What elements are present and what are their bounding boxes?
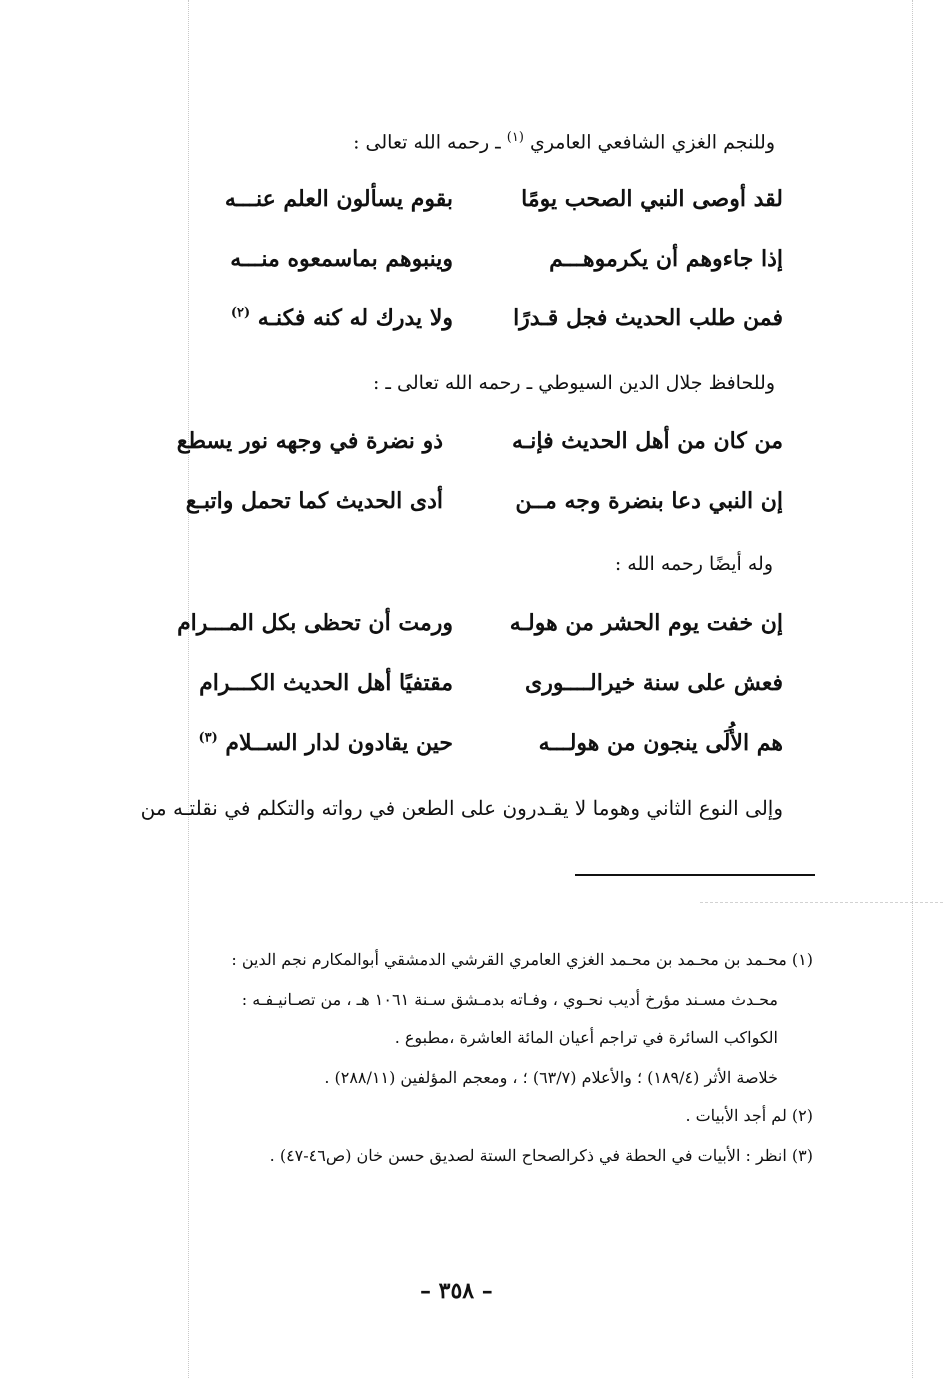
intro-text: وللنجم الغزي الشافعي العامري: [523, 131, 775, 154]
verse-second-hemistich: بقوم يسألون العلم عنـــه: [224, 186, 453, 212]
verse-first-hemistich: إن النبي دعا بنضرة وجه مــن: [515, 488, 783, 514]
footnote-line: (٣) انظر : الأبيات في الحطة في ذكرالصحاح الستة لصديق حسن خان (ص٤٦-٤٧) .: [269, 1146, 813, 1165]
verse-line: [153, 246, 783, 286]
intro-text: وله أيضًا رحمه الله :: [614, 553, 773, 575]
verse-line: [153, 305, 783, 345]
verse-second-hemistich: [231, 305, 453, 331]
footnote-line: خلاصة الأثر (١٨٩/٤) ؛ والأعلام (٦٣/٧) ؛ ، ومعجم المؤلفين (٢٨٨/١١) .: [324, 1068, 778, 1087]
intro-text: وللحافظ جلال الدين السيوطي ـ رحمه الله تعالى ـ :: [372, 372, 775, 394]
verse-second-hemistich: [198, 730, 453, 756]
footnote-line: محـدث مسـند مؤرخ أديب نحـوي ، وفـاته بدمـشق سـنة ١٠٦١ هـ ، من تصـانيـفـه :: [241, 990, 778, 1009]
scan-guide-line: [912, 0, 913, 1378]
verse-first-hemistich: إذا جاءوهم أن يكرموهـــم: [549, 246, 783, 272]
intro-line-2: [373, 372, 775, 394]
footnote-ref-3: (٣): [198, 730, 218, 746]
verse-line: [153, 186, 783, 226]
hemistich-text: حين يقادون لدار الســلام: [217, 730, 453, 756]
hemistich-text: ولا يدرك له كنه فكنـه: [250, 305, 453, 331]
intro-line-3: [615, 553, 773, 575]
verse-first-hemistich: إن خفت يوم الحشر من هولـه: [509, 610, 783, 636]
verse-first-hemistich: من كان من أهل الحديث فإنـه: [512, 428, 783, 454]
footnote-separator: [575, 874, 815, 876]
verse-line: [153, 730, 783, 770]
intro-line-1: [353, 130, 775, 153]
footnote-line: (٢) لم أجد الأبيات .: [685, 1106, 813, 1125]
verse-first-hemistich: هم الأُلَى ينجون من هولـــه: [538, 730, 783, 756]
footnote-ref-1: (١): [506, 130, 524, 145]
verse-first-hemistich: لقد أوصى النبي الصحب يومًا: [521, 186, 783, 212]
verse-line: [153, 428, 783, 468]
body-text-line: وإلى النوع الثاني وهوما لا يقـدرون على الطعن في رواته والتكلم في نقلتـه من: [140, 796, 783, 820]
verse-second-hemistich: مقتفيًا أهل الحديث الكـــرام: [199, 670, 453, 696]
verse-line: [153, 610, 783, 650]
intro-text: ـ رحمه الله تعالى :: [353, 131, 507, 154]
verse-second-hemistich: وينبوهم بماسمعوه منـــه: [230, 246, 453, 272]
verse-line: [153, 670, 783, 710]
footnote-ref-2: (٢): [230, 305, 251, 321]
footnote-line: الكواكب السائرة في تراجم أعيان المائة العاشرة ،مطبوع .: [394, 1028, 778, 1047]
verse-first-hemistich: فعش على سنة خيرالــــورى: [525, 670, 783, 696]
verse-second-hemistich: ورمت أن تحظى بكل المـــرام: [177, 610, 453, 636]
verse-line: [153, 488, 783, 528]
verse-second-hemistich: ذو نضرة في وجهه نور يسطع: [176, 428, 443, 454]
verse-first-hemistich: فمن طلب الحديث فجل قـدرًا: [513, 305, 783, 331]
scan-guide-line: [700, 902, 943, 903]
page-number: – ٣٥٨ –: [420, 1278, 493, 1304]
verse-second-hemistich: أدى الحديث كما تحمل واتبـع: [185, 488, 443, 514]
footnote-line: (١) محـمد بن محـمد بن محـمد الغزي العامري القرشي الدمشقي أبوالمكارم نجم الدين :: [231, 950, 813, 969]
